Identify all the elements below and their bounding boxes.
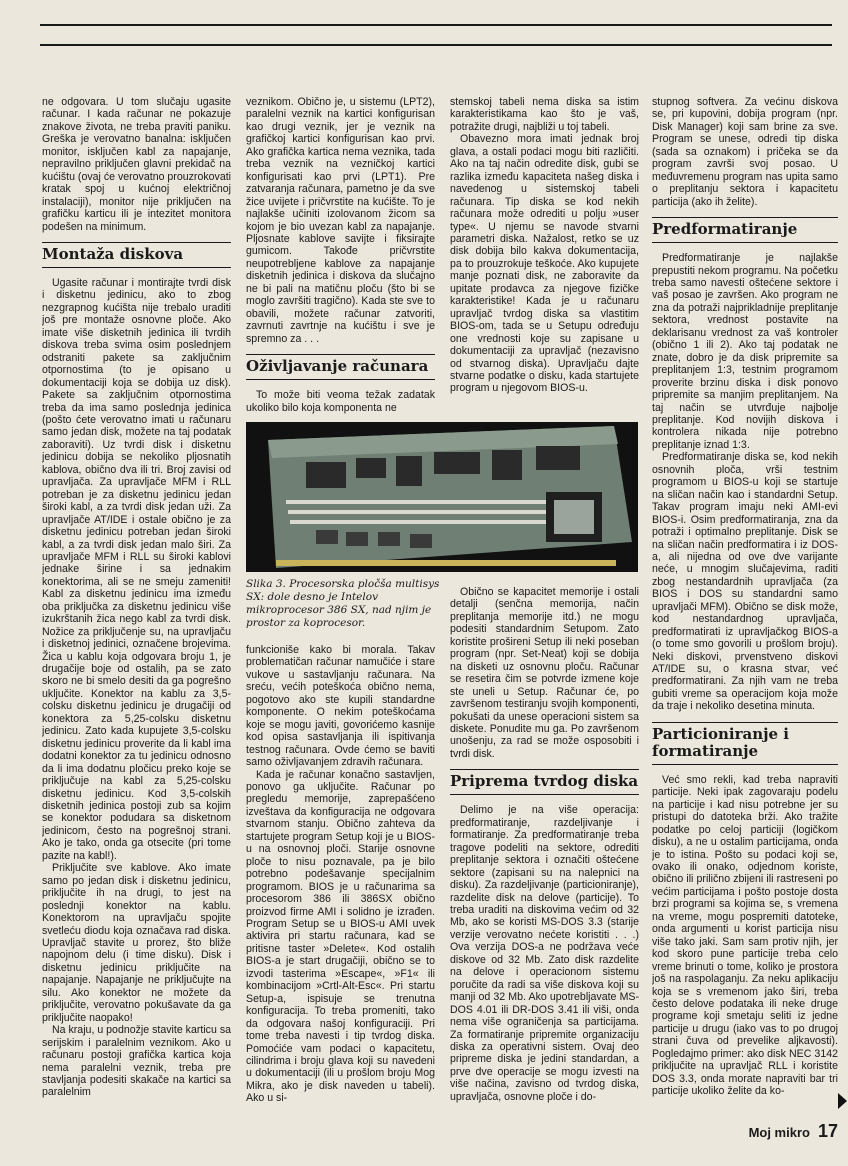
column-3-lower — [450, 586, 639, 1154]
column-1 — [42, 96, 231, 1146]
section-heading-ozivljavanje: Oživljavanje računara — [246, 354, 435, 380]
page-footer — [749, 1121, 838, 1142]
paragraph: stemskoj tabeli nema diska sa istim karakteristikama kao što je vaš, potražite drugi, najbliži u toj tabeli. — [450, 96, 639, 133]
motherboard-photo — [246, 422, 638, 572]
magazine-name: Moj mikro — [748, 1125, 810, 1140]
section-heading-priprema: Priprema tvrdog diska — [450, 769, 639, 795]
continue-arrow-icon — [838, 1093, 847, 1109]
paragraph: Kada je računar konačno sastavljen, ponovo ga uključite. Računar po pregledu memorije, zaprepašćeno izveštava da konfiguracija ne odgovara stvarnom stanju. Obično zahteva da startujete program Setup koji je u BIOS-u na osnovnoj ploči. Starije osnovne ploče to nisu poznavale, pa je bilo potrebno podešavanje specijalnim programom. BIOS je u računarima sa procesorom 386 ili 386SX obično proizvod firme AMI i solidno je izrađen. Program Setup se u BIOS-u AMI uvek aktivira pri startu računara, kad se pritisne taster »Delete«. Kod ostalih BIOS-a je start drugačiji, obično se to izvodi tasterima »Escape«, »F1« ili kombinacijom »Crtl-Alt-Esc«. Pri startu Setup-a, ispisuje se trenutna konfiguracija. To treba promeniti, tako da odgovara našoj konfiguraciji. Pri tome treba navesti i tip tvrdog diska. Pomoćiće vam podaci o kapacitetu, cilindrima i broju glava koji su navedeni u dokumentaciji (ili u prošlom broju Mog Mikra, ako je disk naveden u tabeli). Ako u si- — [246, 768, 435, 1105]
column-2-upper — [246, 96, 435, 418]
paragraph: Na kraju, u podnožje stavite karticu sa serijskim i paralelnim veznikom. Ako u računaru postoji grafička kartica koja nema paralelni veznik, treba pre stavljanja podesiti skakače na kartici sa paralelnim — [42, 1024, 231, 1099]
paragraph: Predformatiranje je najlakše prepustiti nekom programu. Na početku treba samo navesti oštećene sektore i vaš posao je završen. Ako program ne zna da potraži najprikladnije preplitanje sektora, vrednost postavite na deklarisanu vrednost za vaš kontroler (obično 1 ili 2). Ako taj podatak ne znate, dobro je da disk pripremite sa preplitanjem 1:3, testnim programom proverite brzinu diska i disk ponovo pripremite sa manjim preplitanjem. Na taj način se utvrđuje najbolje preplitanje. Kod novijih diskova i kontrolera nikada nije potrebno preplitanje iznad 1:3. — [652, 252, 838, 451]
paragraph: Priključite sve kablove. Ako imate samo po jedan disk i disketnu jedinicu, priključite ih na drugi, to jest na poslednji konektor na kablu. Konektorom na upravljaču spojite svetleću diodu koja označava rad diska. Upravljač stavite u prorez, što bliže napojnom delu (i time disku). Disk i disketnu jedinicu priključite na napajanje. Napajanje ne priključujte na silu. Ako konektor ne možete da priključite, verovatno pokušavate da ga priključite naopako! — [42, 862, 231, 1024]
column-3-upper — [450, 96, 639, 408]
column-4 — [652, 96, 838, 1146]
paragraph: Predformatiranje diska se, kod nekih osnovnih ploča, vrši testnim programom u BIOS-u koji se startuje na sličan način kao i standardni Setup. Takav program imaju neki AMI-evi BIOS-i. Osim predformatiranja, zna da potraži i optimalno preplitanje. Disk se na sličan način predformatira i iz DOS-a, ali nijedna od ove dve varijante neće, u mnogim slučajevima, raditi zbog nestandardnih upravljača (za BIOS i DOS su standardni samo upravljači MFM). Obično se disk može, kod nestandardnog upravljača, predformatirati iz upravljačkog BIOS-a (o tome smo govorili u prošlom broju). Neki diskovi, prvenstveno diskovi AT/IDE su, o krasna stvar, već predformatirani. Za njih vam ne treba gubiti vreme sa operacijom koja može da traje i nekoliko desetina minuta. — [652, 451, 838, 713]
page-number: 17 — [817, 1121, 838, 1141]
paragraph: Već smo rekli, kad treba napraviti particije. Neki ipak zagovaraju podelu na particije i kad nisu potrebne jer su pristupi do datoteka brži. Ako tražite podatke po celoj particiji (logičkom disku), a ne u ostalim particijama, onda je to istina. Pošto su podaci koji se, ovako ili onako, odjednom koriste, obično ili prilično zbijeni ili rastreseni po većim particijama i pošto postoje dosta brzi programi sa kojima se, s vremena na vreme, mogu pospremiti datoteke, onda argumenti u korist particija nisu više tako jaki. Sam sam protiv njih, jer kod skoro pune particije treba celo vreme brinuti o tome, koliko je prostora još na raspolaganju. Za neku aplikaciju koja se s vremenom jako širi, treba često delove podataka ili neke druge programe koji smetaju seliti iz jedne particije u drugu (iako vas to po drugoj strani čuva od prevelike aljkavosti). Pogledajmo primer: ako disk NEC 3142 priključite na upravljač RLL i koristite DOS 3.3, onda morate napraviti bar tri particije ukoliko želite da ko- — [652, 773, 838, 1098]
top-rule-lower — [40, 44, 832, 46]
paragraph: Obavezno mora imati jednak broj glava, a ostali podaci mogu biti različiti. Ako na taj način odredite disk, gubi se razlika između kapaciteta našeg diska i navedenog u sistemskoj tabeli računara. Tip diska se kod nekih računara može odrediti u polju »user type«. U njemu se navode stvarni parametri diska. Nažalost, retko se uz disk dobija bilo kakva dokumentacija, pa to prouzrokuje teškoće. Ako kupujete manje poznati disk, ne zaboravite da upitate prodavca za njegove fizičke karakteristike! Kada je u računaru upravljač tvrdog diska sa vlastitim BIOS-om, tada se u Setupu određuju one vrednosti koje su zapisane u dokumentaciji za upravljač (nezavisno od stvarnog diska). Upravljaču dajte stvarne podatke o disku, kada startujete program u njegovom BIOS-u. — [450, 133, 639, 395]
paragraph: veznikom. Obično je, u sistemu (LPT2), paralelni veznik na kartici konfigurisan kao drugi veznik, jer je veznik na grafičkoj kartici konfigurisan kao prvi. Ako grafička kartica nema veznika, tada treba veznik na vezničkoj kartici konfigurisati kao prvi (LPT1). Pre zatvaranja računara, pametno je da sve žice uvijete i pričvrstite na kućište. To je najlakše učiniti izolovanom žicom sa kojom je bio uvezan kabl za napajanje. Pljosnate kablove savijte i fiksirajte gumicom. Takođe pričvrstite neupotrebljene kablove za napajanje disketnih jedinica i diskova da slučajno ne bi pali na matičnu ploču (što bi se moglo završiti tragično). Kada ste sve to obavili, možete računar zatvoriti, zavrnuti zavrtnje na kućištu i sve je spremno za . . . — [246, 96, 435, 345]
section-heading-montaza: Montaža diskova — [42, 242, 231, 268]
paragraph: To može biti veoma težak zadatak ukoliko bilo koja komponenta ne — [246, 389, 435, 414]
motherboard-image — [246, 422, 638, 572]
section-heading-particioniranje: Particioniranje i formatiranje — [652, 722, 838, 765]
column-2-lower — [246, 644, 435, 1154]
paragraph: stupnog softvera. Za većinu diskova se, pri kupovini, dobija program (npr. Disk Manager) koji sam brine za sve. Program se unese, odredi tip diska (sada sa oznakom) i pričeka se da program završi svoj posao. U međuvremenu program nas upita samo o preplitanju sektora i kapacitetu particija (ako ih želite). — [652, 96, 838, 208]
paragraph: ne odgovara. U tom slučaju ugasite računar. I kada računar ne pokazuje znakove života, ne treba praviti paniku. Greška je verovatno banalna: isključen monitor, isključen kabl za napajanje, nepravilno priključen glavni prekidač na kućištu (ovaj će verovatno prouzrokovati kratak spoj u kućnoj električnoj instalaciji), monitor nije priključen na grafičku karticu ili je intezitet monitora podešen na minimum. — [42, 96, 231, 233]
section-heading-predformatiranje: Predformatiranje — [652, 217, 838, 243]
paragraph: funkcioniše kako bi morala. Takav problematičan računar namučiće i stare vukove u sastavljanju računara. Na sreću, većih poteškoća obično nema, pogotovo ako ste kupili standardne komponente. O nekim poteškoćama koje se mogu javiti, govorićemo kasnije kod opisa sastavljanja ili ispitivanja testnog računara. Ovde ćemo se baviti samo oživljavanjem zdravih računara. — [246, 644, 435, 769]
top-rule — [40, 24, 832, 26]
paragraph: Obično se kapacitet memorije i ostali detalji (senčna memorija, način preplitanja memorije itd.) ne mogu podesiti standardnim Setupom. Zato koristite prošireni Setup ili neki poseban program (npr. Set-Neat) koji se dobija na disketi uz osnovnu ploču. Računar se resetira čim se potvrde izmene koje ste uneli u Setup. Računar će, po završenom testiranju svojih komponenti, pokušati da unese operacioni sistem sa diskete. Ponudite mu ga. Po završenom unošenju, za rad se može osposobiti i tvrdi disk. — [450, 586, 639, 760]
paragraph: Ugasite računar i montirajte tvrdi disk i disketnu jedinicu, ako to zbog nezgrapnog kućišta nije trebalo uraditi još pre montaže osnovne ploče. Ako imate više disketnih jedinica ili tvrdih diskova treba svima osim poslednjem odstraniti pakete sa zaključnim otpornostima (to je opisano u dokumentaciji koja se dobija uz disk). Pakete sa zaključnim otpornostima treba da ima samo poslednja jedinica (pošto ćete verovatno imati u računaru samo jedan disk, možete na taj podatak zaboraviti). Uz tvrdi disk i disketnu jedinicu dobija se nekoliko pljosnatih kablova, obično dva ili tri. Broj zavisi od upravljača. Za upravljače MFM i RLL potreban je za disketnu jedinicu jedan široki kabl, a za tvrdi disk jedan uži. Za upravljače AT/IDE i ostale obično je za disketnu jedinicu potreban jedan široki kabl, a za tvrdi disk jedan malo širi. Za upravljače MFM i RLL su široki kablovi jednake širine i sa jednakim konektorima, ali se ne smeju zameniti! Kabl za disketnu jedinicu ima između oba priključka za disketnu jedinicu više izukrštanih žica nego kabl za tvrdi disk. Nožice za priključenje su, na upravljaču i disketnoj jedinici, označene brojevima. Žica u kablu koja odgovara broju 1, je drugačije boje od ostalih, pa se zato skoro ne bi smelo desiti da ga pogrešno uključite. Konektor na kablu za 3,5-colsku disketnu jedinicu je drugačiji od konektora za 5,25-colsku disketnu jedinicu. Zato kada kupujete 3,5-colsku disketnu jedinicu proverite da li kabl ima dodatni konektor za tu jedinicu odnosno da li ima dodatnu pločicu preko koje se priključuje na kabl za 5,25-colsku disketnu jedinicu. Kod 3,5-colskih disketnih jedinica postoji zub sa kojim se konektor podudara sa disketnom jedinicom, često na pogrešnoj strani. Ako je tako, onda ga otsecite (pri tome pazite na kabl!). — [42, 276, 231, 862]
paragraph: Delimo je na više operacija: predformatiranje, razdeljivanje i formatiranje. Za predformatiranje treba tragove podeliti na sektore, odrediti preplitanje sektora i označiti oštećene sektore (zapisani su na nalepnici na disku). Za razdeljivanje (particioniranje), razdelite disk na delove (particije). To treba uraditi na diskovima većim od 32 Mb, ako se koristi MS-DOS 3.3 (starije verzije verovatno nećete koristiti . . .) Ova verzija DOS-a ne podržava veće diskove od 32 Mb. Zato disk razdelite na delove i operacionom sistemu poručite da radi sa više diskova koji su manji od 32 Mb. Ako upotrebljavate MS- DOS 4.01 ili DR-DOS 3.41 ili viši, onda nema više ograničenja sa particijama. Za formatiranje pripremite organizaciju diska za operativni sistem. Ovaj deo pripreme diska je jedini standardan, a prve dve operacije se mogu izvesti na više načina, zavisno od tvrdog diska, upravljača, osnovne ploče i do- — [450, 804, 639, 1103]
figure-caption: Slika 3. Procesorska pločša multisys SX: dole desno je Intelov mikroprocesor 386 SX, nad njim je prostor za koprocesor. — [246, 578, 440, 629]
